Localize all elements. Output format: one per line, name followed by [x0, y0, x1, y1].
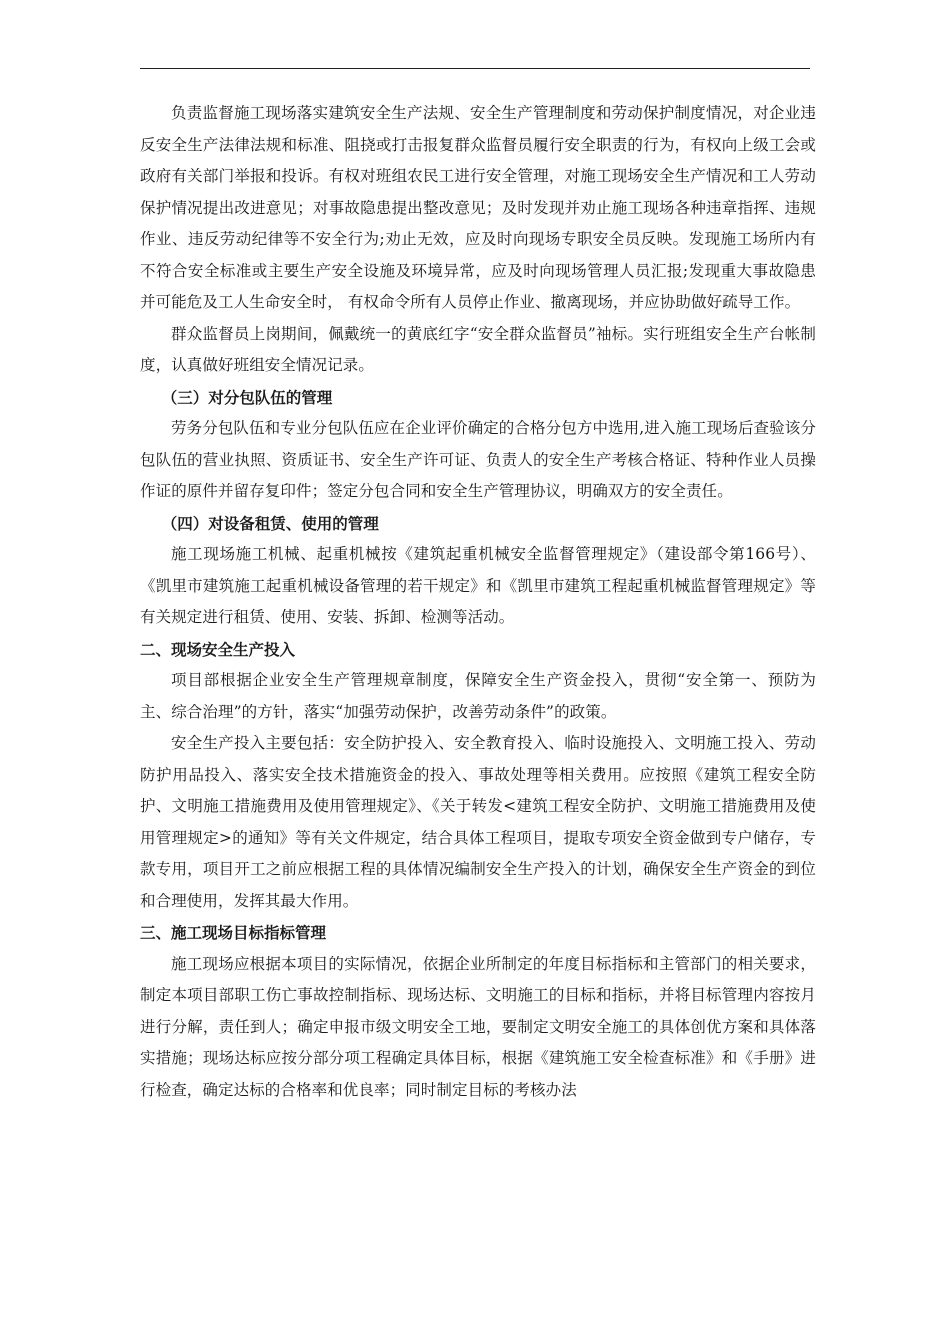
paragraph-investment-items: 安全生产投入主要包括：安全防护投入、安全教育投入、临时设施投入、文明施工投入、劳动防护用品投入、落实安全技术措施资金的投入、事故处理等相关费用。应按照《建筑工程安全防护、文明施工措施费用及使用管理规定》、《关于转发<建筑工程安全防护、文明施工措施费用及使用管理规定>的通知》等有关文件规定，结合具体工程项目，提取专项安全资金做到专户储存，专款专用，项目开工之前应根据工程的具体情况编制安全生产投入的计划，确保安全生产资金的到位和合理使用，发挥其最大作用。	[140, 734, 816, 910]
heading-target-management: 三、施工现场目标指标管理	[140, 923, 327, 942]
paragraph-supervisor-duties: 负责监督施工现场落实建筑安全生产法规、安全生产管理制度和劳动保护制度情况，对企业违反安全生产法律法规和标准、阻挠或打击报复群众监督员履行安全职责的行为，有权向上级工会或政府有关部门举报和投诉。有权对班组农民工进行安全管理，对施工现场安全生产情况和工人劳动保护情况提出改进意见；对事故隐患提出整改意见；及时发现并劝止施工现场各种违章指挥、违规作业、违反劳动纪律等不安全行为;劝止无效，应及时向现场专职安全员反映。发现施工场所内有不符合安全标准或主要生产安全设施及环境异常，应及时向现场管理人员汇报;发现重大事故隐患并可能危及工人生命安全时， 有权命令所有人员停止作业、撤离现场，并应协助做好疏导工作。	[140, 104, 816, 311]
paragraph-investment-policy: 项目部根据企业安全生产管理规章制度，保障安全生产资金投入，贯彻“安全第一、预防为主、综合治理”的方针，落实“加强劳动保护，改善劳动条件”的政策。	[140, 671, 816, 721]
header-rule	[140, 68, 810, 69]
document-body	[140, 98, 816, 1106]
heading-safety-investment: 二、现场安全生产投入	[140, 639, 296, 659]
paragraph-equipment: 施工现场施工机械、起重机械按《建筑起重机械安全监督管理规定》（建设部令第166号）、《凯里市建筑施工起重机械设备管理的若干规定》和《凯里市建筑工程起重机械监督管理规定》等有关规定进行租赁、使用、安装、拆卸、检测等活动。	[140, 545, 816, 626]
heading-equipment-management: （四）对设备租赁、使用的管理	[161, 513, 379, 533]
paragraph-subcontractor: 劳务分包队伍和专业分包队伍应在企业评价确定的合格分包方中选用,进入施工现场后查验该分包队伍的营业执照、资质证书、安全生产许可证、负责人的安全生产考核合格证、特种作业人员操作证的原件并留存复印件；签定分包合同和安全生产管理协议，明确双方的安全责任。	[140, 419, 816, 500]
paragraph-supervisor-badge: 群众监督员上岗期间，佩戴统一的黄底红字“安全群众监督员”袖标。实行班组安全生产台帐制度，认真做好班组安全情况记录。	[140, 324, 816, 374]
heading-subcontractor-management: （三）对分包队伍的管理	[161, 387, 333, 407]
paragraph-target-management: 施工现场应根据本项目的实际情况，依据企业所制定的年度目标指标和主管部门的相关要求，制定本项目部职工伤亡事故控制指标、现场达标、文明施工的目标和指标，并将目标管理内容按月进行分解，责任到人；确定申报市级文明安全工地，要制定文明安全施工的具体创优方案和具体落实措施；现场达标应按分部分项工程确定具体目标，根据《建筑施工安全检查标准》和《手册》进行检查，确定达标的合格率和优良率；同时制定目标的考核办法	[140, 954, 816, 1099]
